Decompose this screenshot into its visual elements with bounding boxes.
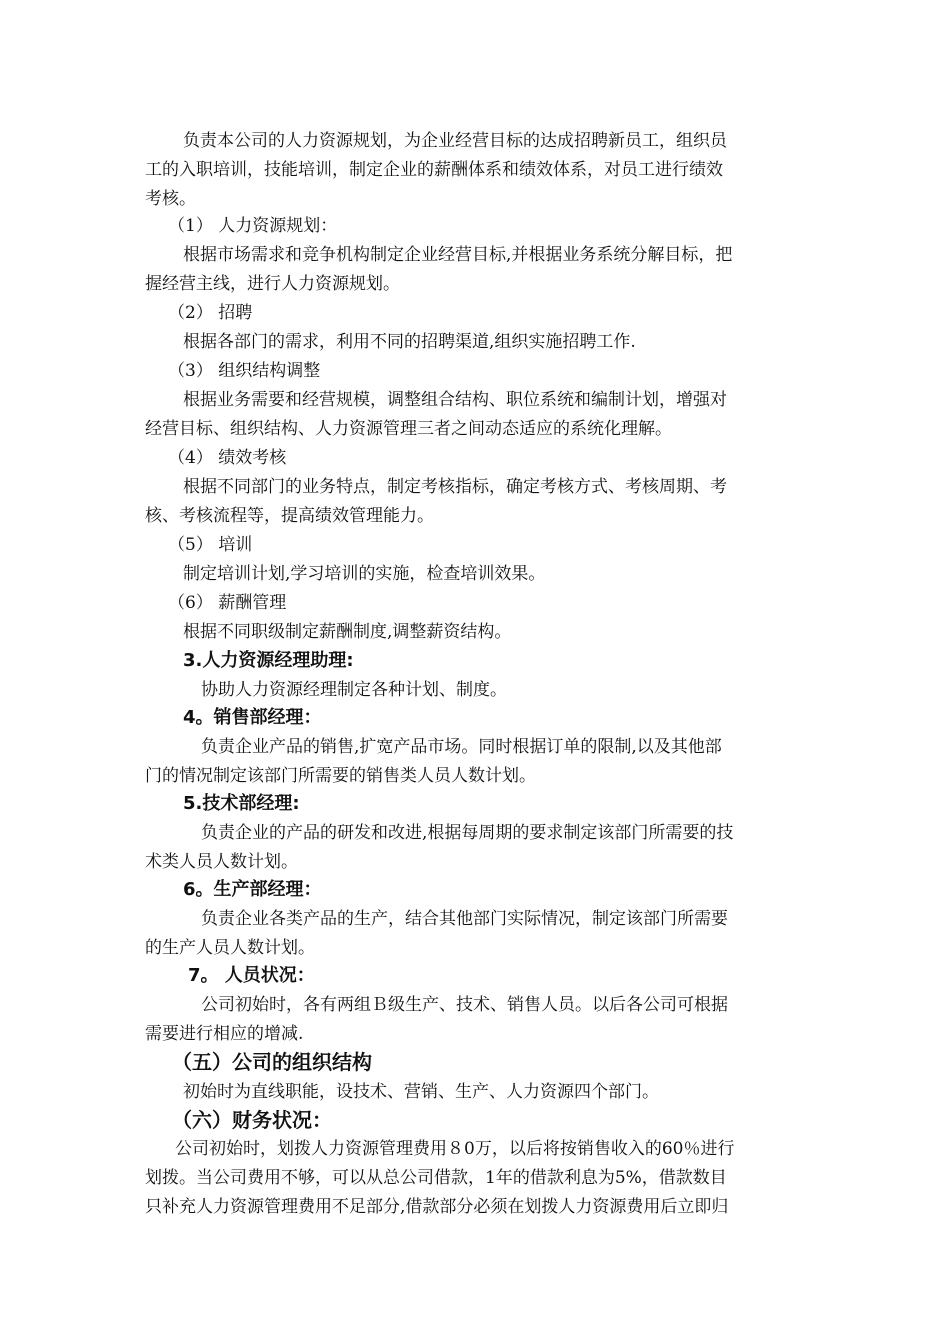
- role-heading-hr-assistant: 3.人力资源经理助理:: [183, 650, 354, 671]
- item-text-5-1: 制定培训计划,学习培训的实施，检查培训效果。: [183, 564, 546, 584]
- item-text-1-1: 根据市场需求和竞争机构制定企业经营目标,并根据业务系统分解目标，把: [183, 245, 733, 265]
- role-text-tech-2: 术类人员人数计划。: [145, 852, 298, 872]
- item-label-2: （2） 招聘: [168, 303, 253, 323]
- item-text-6-1: 根据不同职级制定薪酬制度,调整薪资结构。: [183, 622, 512, 642]
- section-text-finance-2: 划拨。当公司费用不够，可以从总公司借款，1年的借款利息为5%，借款数目: [145, 1168, 727, 1188]
- item-text-1-2: 握经营主线，进行人力资源规划。: [145, 274, 400, 294]
- role-text-tech-1: 负责企业的产品的研发和改进,根据每周期的要求制定该部门所需要的技: [201, 823, 734, 843]
- role-text-production-2: 的生产人员人数计划。: [145, 938, 315, 958]
- item-text-4-2: 核、考核流程等，提高绩效管理能力。: [145, 506, 434, 526]
- role-heading-tech: 5.技术部经理:: [183, 793, 300, 814]
- intro-line-3: 考核。: [145, 189, 196, 209]
- role-text-sales-1: 负责企业产品的销售,扩宽产品市场。同时根据订单的限制,以及其他部: [201, 737, 722, 757]
- item-label-3: （3） 组织结构调整: [168, 361, 321, 381]
- section-text-org-structure-1: 初始时为直线职能，设技术、营销、生产、人力资源四个部门。: [183, 1082, 659, 1102]
- section-text-finance-3: 只补充人力资源管理费用不足部分,借款部分必须在划拨人力资源费用后立即归: [145, 1197, 729, 1217]
- item-text-3-1: 根据业务需要和经营规模，调整组合结构、职位系统和编制计划，增强对: [183, 390, 727, 410]
- intro-line-2: 工的入职培训，技能培训，制定企业的薪酬体系和绩效体系，对员工进行绩效: [145, 160, 723, 180]
- item-label-1: （1） 人力资源规划：: [168, 216, 338, 236]
- item-label-6: （6） 薪酬管理: [168, 593, 287, 613]
- item-text-2-1: 根据各部门的需求，利用不同的招聘渠道,组织实施招聘工作.: [183, 332, 636, 352]
- role-heading-staff-status: 7。 人员状况：: [188, 965, 315, 986]
- role-heading-sales: 4。销售部经理：: [183, 707, 322, 728]
- item-label-5: （5） 培训: [168, 535, 253, 555]
- section-text-finance-1: 公司初始时，划拨人力资源管理费用８0万，以后将按销售收入的60％进行: [175, 1139, 735, 1159]
- role-text-production-1: 负责企业各类产品的生产，结合其他部门实际情况，制定该部门所需要: [201, 909, 728, 929]
- section-heading-finance: （六）财务状况：: [172, 1108, 332, 1132]
- role-text-staff-status-2: 需要进行相应的增减.: [145, 1024, 304, 1044]
- item-text-3-2: 经营目标、组织结构、人力资源管理三者之间动态适应的系统化理解。: [145, 419, 672, 439]
- section-heading-org-structure: （五）公司的组织结构: [172, 1050, 372, 1074]
- item-text-4-1: 根据不同部门的业务特点，制定考核指标，确定考核方式、考核周期、考: [183, 477, 727, 497]
- item-label-4: （4） 绩效考核: [168, 448, 287, 468]
- role-text-hr-assistant-1: 协助人力资源经理制定各种计划、制度。: [201, 680, 507, 700]
- role-text-staff-status-1: 公司初始时，各有两组Ｂ级生产、技术、销售人员。以后各公司可根据: [201, 995, 728, 1015]
- role-heading-production: 6。生产部经理：: [183, 879, 322, 900]
- intro-line-1: 负责本公司的人力资源规划，为企业经营目标的达成招聘新员工，组织员: [183, 131, 727, 151]
- role-text-sales-2: 门的情况制定该部门所需要的销售类人员人数计划。: [145, 766, 536, 786]
